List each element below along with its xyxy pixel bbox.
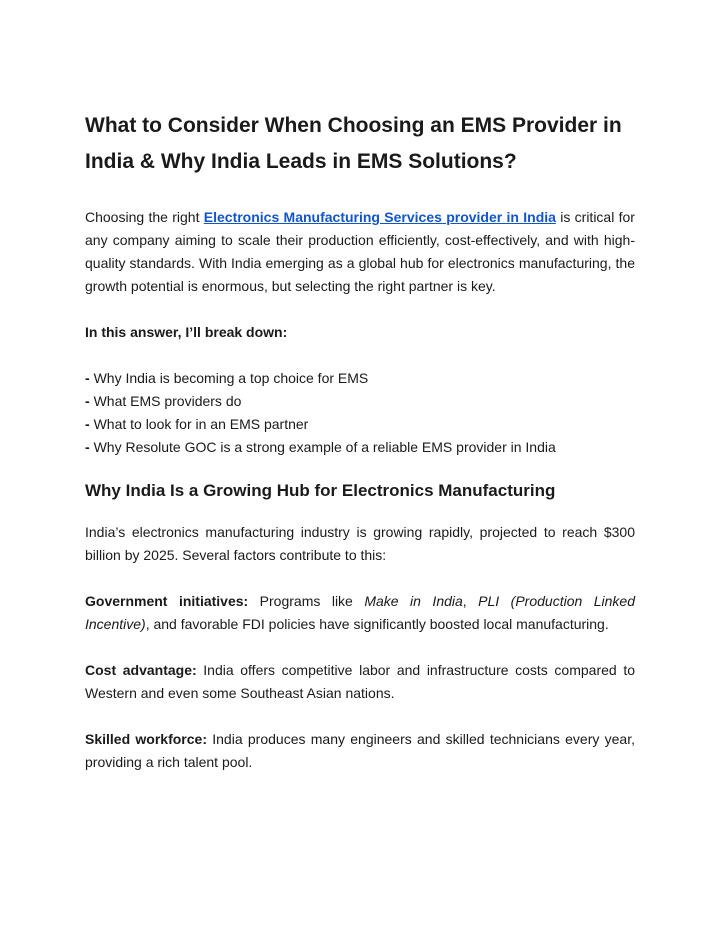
factor-government-paragraph	[85, 590, 635, 636]
answer-heading: In this answer, I’ll break down:	[85, 324, 288, 340]
list-item	[85, 367, 635, 390]
factor-text: India produces many engineers and skilled technicians every year, providing a rich talent pool.	[85, 731, 635, 770]
factor-italic: Make in India	[364, 593, 463, 609]
factor-italic: PLI (Production Linked Incentive)	[85, 593, 635, 632]
list-item-text: Why India is becoming a top choice for EMS	[93, 370, 369, 386]
factor-label: Skilled workforce:	[85, 731, 207, 747]
list-item-text: What EMS providers do	[93, 393, 242, 409]
bullet-dash: -	[85, 393, 90, 409]
intro-text-after-link: is critical for any company aiming to scale their production efficiently, cost-effectively, and with high-quality standards. With India emerging as a global hub for electronics manufacturing, the growth potential is enormous, but selecting the right partner is key.	[85, 209, 635, 294]
factor-label: Cost advantage:	[85, 662, 197, 678]
factor-cost-paragraph	[85, 659, 635, 705]
factor-label: Government initiatives:	[85, 593, 249, 609]
list-item	[85, 390, 635, 413]
factor-text: Programs like	[248, 593, 365, 609]
document-page	[85, 108, 635, 774]
factor-text: India offers competitive labor and infrastructure costs compared to Western and even some Southeast Asian nations.	[85, 662, 635, 701]
list-item-text: What to look for in an EMS partner	[93, 416, 309, 432]
page-title: What to Consider When Choosing an EMS Provider in India & Why India Leads in EMS Solutions?	[85, 114, 622, 173]
list-item	[85, 436, 635, 459]
list-item	[85, 413, 635, 436]
bullet-dash: -	[85, 416, 90, 432]
factor-skilled-paragraph	[85, 728, 635, 774]
bullet-dash: -	[85, 370, 90, 386]
bullet-dash: -	[85, 439, 90, 455]
bullet-list	[85, 367, 635, 459]
intro-text-before-link: Choosing the right	[85, 209, 204, 225]
section-heading: Why India Is a Growing Hub for Electronics Manufacturing	[85, 481, 556, 500]
factor-text: ,	[462, 593, 479, 609]
ems-provider-link[interactable]: Electronics Manufacturing Services provider in India	[203, 209, 556, 225]
factor-text: , and favorable FDI policies have significantly boosted local manufacturing.	[145, 616, 609, 632]
section-intro-paragraph: India’s electronics manufacturing industry is growing rapidly, projected to reach $300 billion by 2025. Several factors contribute to this:	[85, 524, 635, 563]
intro-paragraph	[85, 206, 635, 298]
list-item-text: Why Resolute GOC is a strong example of a reliable EMS provider in India	[93, 439, 556, 455]
